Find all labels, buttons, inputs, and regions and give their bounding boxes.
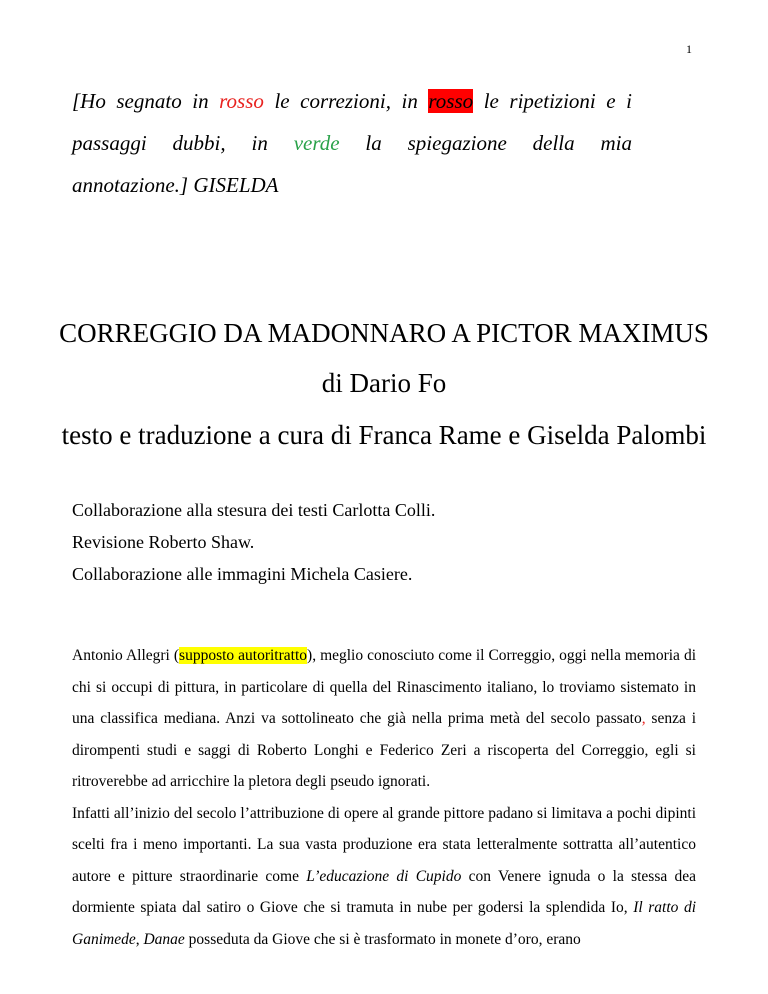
note-text: passaggi dubbi, in bbox=[72, 131, 294, 155]
text-run: con Venere ignuda o la stessa dea dormiente spiata dal satiro o Giove che si tramuta in nube per godersi la splendida Io, bbox=[72, 867, 696, 916]
page-number: 1 bbox=[686, 42, 692, 56]
note-text: [Ho segnato in bbox=[72, 89, 220, 113]
paragraph bbox=[72, 640, 696, 798]
text-run: senza i dirompenti studi e saggi di Roberto Longhi e Federico Zeri a riscoperta del Correggio, egli si ritroverebbe ad arricchire la pletora degli pseudo ignorati. bbox=[72, 710, 697, 790]
text-run: posseduta da Giove che si è trasformato in monete d’oro, erano bbox=[184, 930, 581, 948]
note-line-1 bbox=[72, 80, 632, 122]
paragraph bbox=[72, 798, 696, 956]
note-text: le ripetizioni e i bbox=[473, 89, 633, 113]
text-run: , bbox=[135, 930, 144, 948]
yellow-highlight: supposto autoritratto bbox=[179, 647, 308, 664]
green-word: verde bbox=[293, 131, 340, 155]
italic-title: Il ratto di Ganimede bbox=[72, 899, 697, 948]
text-run: Infatti all’inizio del secolo l’attribuzione di opere al grande pittore padano si limitava a pochi dipinti scelti fra i meno importanti. La sua vasta produzione era stata letteralmente sottratta all’autentico autore e pitture straordinarie come bbox=[72, 804, 696, 885]
red-highlighted-word: rosso bbox=[428, 89, 474, 113]
note-line-2 bbox=[72, 122, 632, 164]
credits bbox=[72, 494, 435, 590]
document-subtitle: testo e traduzione a cura di Franca Rame e Giselda Palombi bbox=[61, 420, 707, 450]
document-author: di Dario Fo bbox=[321, 368, 447, 398]
note-text: la spiegazione della mia bbox=[339, 131, 632, 155]
note-line-3: annotazione.] GISELDA bbox=[72, 173, 279, 197]
editor-note bbox=[72, 80, 632, 206]
italic-title: L’educazione di Cupido bbox=[306, 867, 462, 885]
credit-line: Revisione Roberto Shaw. bbox=[72, 532, 255, 552]
body-text bbox=[72, 640, 696, 955]
credit-line: Collaborazione alla stesura dei testi Carlotta Colli. bbox=[72, 500, 436, 520]
text-run: ), meglio conosciuto come il Correggio, oggi nella memoria di chi si occupi di pittura, in particolare di quella del Rinascimento italiano, lo troviamo sistemato in una classifica mediana. Anzi va sottolineato che già nella prima metà del secolo passato bbox=[72, 647, 696, 727]
italic-title: Danae bbox=[143, 930, 185, 948]
credit-line: Collaborazione alle immagini Michela Casiere. bbox=[72, 564, 413, 584]
document-title: CORREGGIO DA MADONNARO A PICTOR MAXIMUS bbox=[59, 318, 709, 348]
red-word: rosso bbox=[219, 89, 264, 113]
note-text: le correzioni, in bbox=[263, 89, 429, 113]
text-run: Antonio Allegri ( bbox=[72, 647, 180, 664]
red-comma: , bbox=[641, 710, 646, 727]
